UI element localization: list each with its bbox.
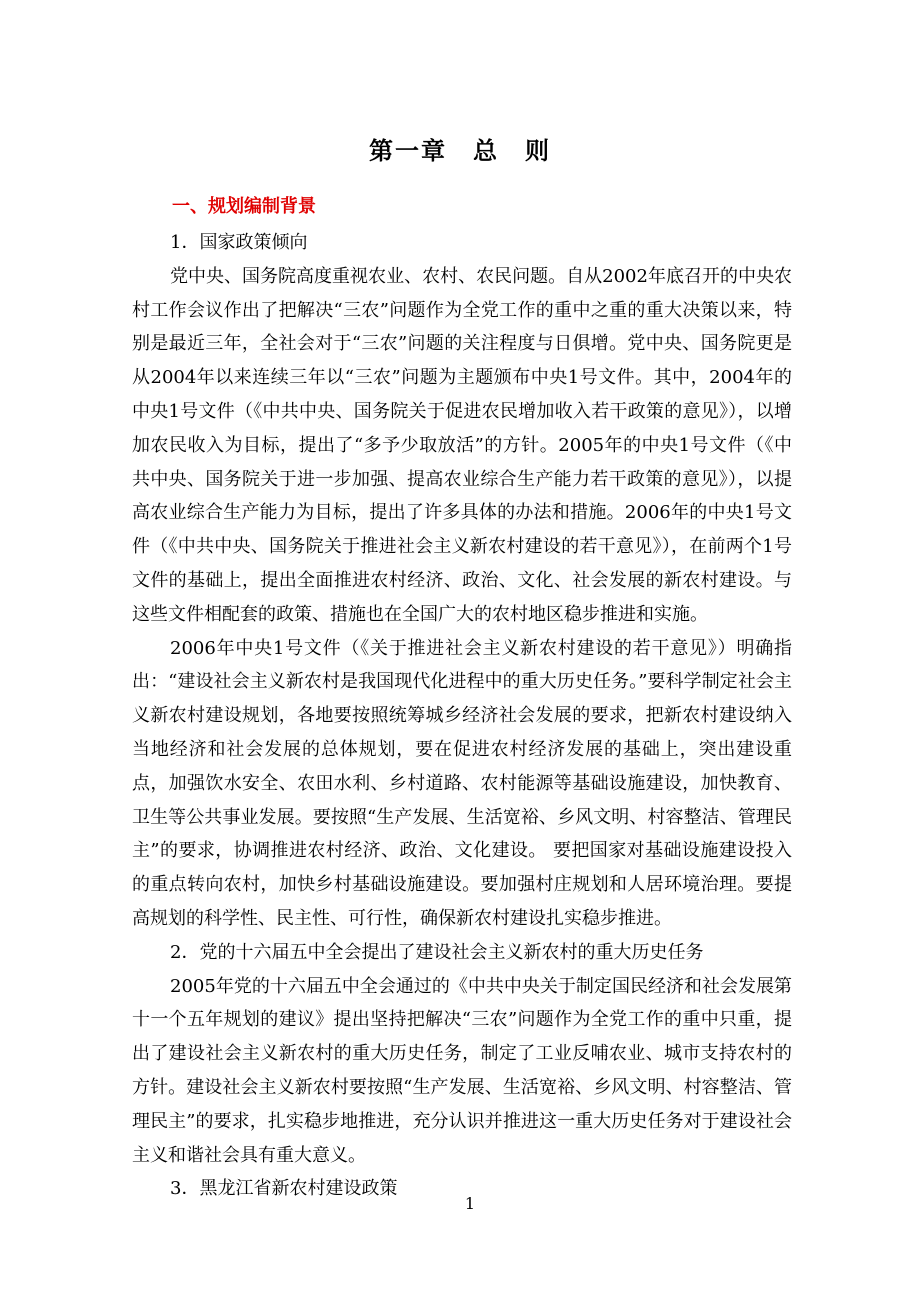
- section-heading: 一、规划编制背景: [172, 196, 316, 217]
- body-text: [132, 226, 792, 1206]
- paragraph-1: 党中央、国务院高度重视农业、农村、农民问题。自从2002年底召开的中央农村工作会议作出了把解决“三农”问题作为全党工作的重中之重的重大决策以来，特别是最近三年，全社会对于“三农”问题的关注程度与日俱增。党中央、国务院更是从2004年以来连续三年以“三农”问题为主题颁布中央1号文件。其中，2004年的中央1号文件（《中共中央、国务院关于促进农民增加收入若干政策的意见》），以增加农民收入为目标，提出了“多予少取放活”的方针。2005年的中央1号文件（《中共中央、国务院关于进一步加强、提高农业综合生产能力若干政策的意见》），以提高农业综合生产能力为目标，提出了许多具体的办法和措施。2006年的中央1号文件（《中共中央、国务院关于推进社会主义新农村建设的若干意见》），在前两个1号文件的基础上，提出全面推进农村经济、政治、文化、社会发展的新农村建设。与这些文件相配套的政策、措施也在全国广大的农村地区稳步推进和实施。: [132, 265, 792, 625]
- page-number: 1: [464, 1194, 476, 1213]
- chapter-title: 第一章 总 则: [369, 137, 551, 165]
- paragraph-3: 2005年党的十六届五中全会通过的《中共中央关于制定国民经济和社会发展第十一个五年规划的建议》提出坚持把解决“三农”问题作为全党工作的重中只重，提出了建设社会主义新农村的重大历史任务，制定了工业反哺农业、城市支持农村的方针。建设社会主义新农村要按照“生产发展、生活宽裕、乡风文明、村容整洁、管理民主”的要求，扎实稳步地推进，充分认识并推进这一重大历史任务对于建设社会主义和谐社会具有重大意义。: [132, 975, 792, 1166]
- subheading-3: 3．黑龙江省新农村建设政策: [170, 1178, 398, 1200]
- subheading-2: 2．党的十六届五中全会提出了建设社会主义新农村的重大历史任务: [170, 941, 704, 963]
- paragraph-2: 2006年中央1号文件（《关于推进社会主义新农村建设的若干意见》）明确指出：“建设社会主义新农村是我国现代化进程中的重大历史任务。”要科学制定社会主义新农村建设规划，各地要按照统筹城乡经济社会发展的要求，把新农村建设纳入当地经济和社会发展的总体规划，要在促进农村经济发展的基础上，突出建设重点，加强饮水安全、农田水利、乡村道路、农村能源等基础设施建设，加快教育、卫生等公共事业发展。要按照“生产发展、生活宽裕、乡风文明、村容整洁、管理民主”的要求，协调推进农村经济、政治、文化建设。 要把国家对基础设施建设投入的重点转向农村，加快乡村基础设施建设。要加强村庄规划和人居环境治理。要提高规划的科学性、民主性、可行性，确保新农村建设扎实稳步推进。: [132, 637, 792, 929]
- subheading-1: 1．国家政策倾向: [170, 232, 308, 253]
